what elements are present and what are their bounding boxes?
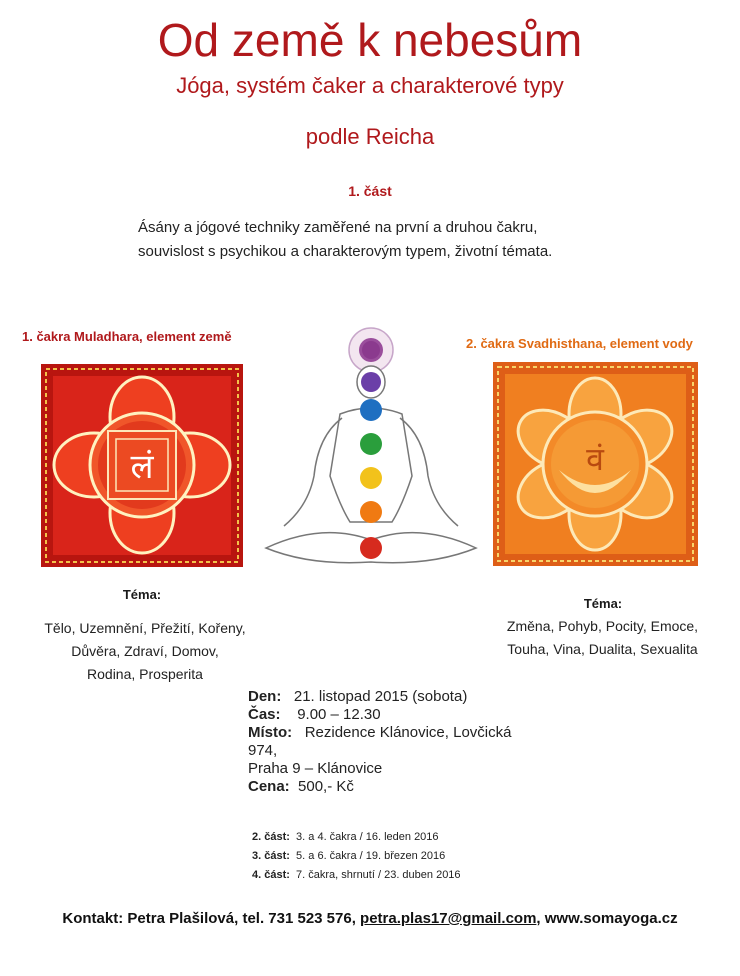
svg-text:लं: लं [130,447,154,487]
info-place: Místo: Rezidence Klánovice, Lovčická [248,724,512,741]
crown-chakra-icon [362,341,380,359]
info-place-line-2: 974, [248,742,278,759]
chakra1-tema-line-1: Tělo, Uzemnění, Přežití, Kořeny, [44,620,246,636]
list-item: 3. část: 5. a 6. čakra / 19. březen 2016 [252,850,446,862]
chakra-figure-icon [262,326,480,570]
chakra2-tema-line-2: Touha, Vina, Dualita, Sexualita [507,641,698,657]
list-item: 2. část: 3. a 4. čakra / 16. leden 2016 [252,831,439,843]
website-link[interactable]: www.somayoga.cz [544,910,678,927]
chakra2-tema-line-1: Změna, Pohyb, Pocity, Emoce, [506,618,699,634]
subtitle-reich: podle Reicha [305,124,435,149]
info-price: Cena: 500,- Kč [248,778,354,795]
part-heading: 1. část [348,183,392,199]
next-parts-list [252,828,461,885]
root-chakra-icon [360,537,382,559]
sacral-chakra-icon [360,501,382,523]
event-info [248,688,568,796]
list-item: 4. část: 7. čakra, shrnutí / 23. duben 2016 [252,869,461,881]
heart-chakra-icon [360,433,382,455]
contact-line: Kontakt: Petra Plašilová, tel. 731 523 576, petra.plas17@gmail.com, www.somayoga.cz [62,910,678,927]
subtitle: Jóga, systém čaker a charakterové typy [176,73,564,98]
muladhara-mandala-icon [41,364,243,567]
email-link[interactable]: petra.plas17@gmail.com [360,910,537,927]
svadhisthana-chakra-image [493,362,698,566]
info-day: Den: 21. listopad 2015 (sobota) [248,688,468,705]
chakra1-tema-label: Téma: [122,587,162,602]
third-eye-chakra-icon [361,372,381,392]
chakra1-tema-line-2: Důvěra, Zdraví, Domov, [71,643,219,659]
info-place-line-3: Praha 9 – Klánovice [248,760,383,777]
chakra1-tema-text [20,617,270,686]
chakra2-tema-text [480,615,725,661]
chakra2-tema-label: Téma: [583,596,623,611]
chakra2-heading: 2. čakra Svadhisthana, element vody [466,336,693,351]
muladhara-chakra-image [41,364,243,567]
svadhisthana-mandala-icon [493,362,698,566]
page-title: Od země k nebesům [157,14,583,66]
solar-plexus-chakra-icon [360,467,382,489]
meditating-figure-image [262,326,480,570]
chakra1-heading: 1. čakra Muladhara, element země [22,329,232,344]
info-time: Čas: 9.00 – 12.30 [248,706,381,723]
intro-text [138,216,658,264]
svg-text:वं: वं [586,440,604,478]
intro-line-1: Ásány a jógové techniky zaměřené na první a druhou čakru, [138,219,538,236]
intro-line-2: souvislost s psychikou a charakterovým typem, životní témata. [138,243,553,260]
chakra1-tema-line-3: Rodina, Prosperita [87,666,203,682]
throat-chakra-icon [360,399,382,421]
